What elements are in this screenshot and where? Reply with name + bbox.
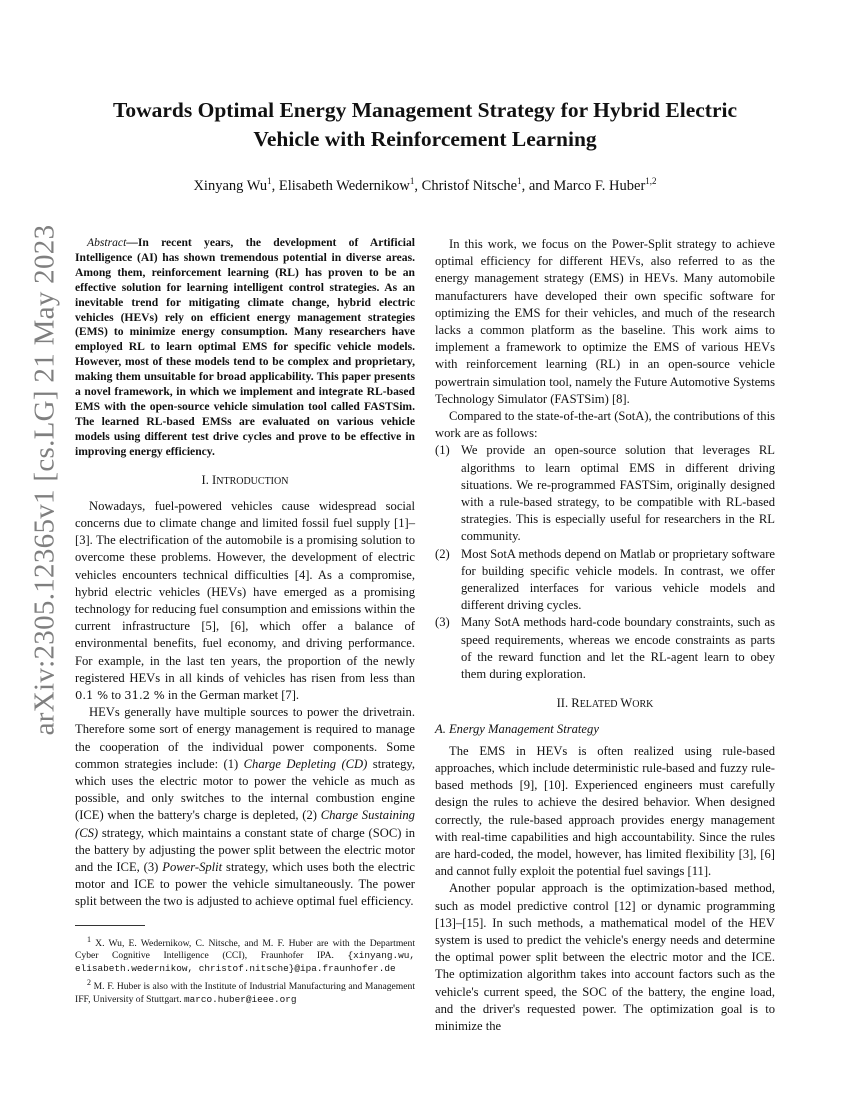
abstract-text: In recent years, the development of Artificial Intelligence (AI) has shown tremendous potential in diverse areas. Among them, reinforcement learning (RL) has proven to be an effective solution for learning intelligent control strategies. As an inevitable trend for mitigating climate change, hybrid electric vehicles (HEVs) rely on efficient energy management strategies (EMS) to minimize energy consumption. Many researchers have employed RL to learn optimal EMS for specific vehicle models. However, most of these models tend to be complex and proprietary, making them unsuitable for broad applicability. This paper presents a novel framework, in which we implement and integrate RL-based EMS with the open-source vehicle simulation tool called FASTSim. The learned RL-based EMSs are evaluated on various vehicle models using different test drive cycles and prove to be effective in improving energy efficiency. [75,236,415,458]
term-charge-sustaining: Charge Sustaining (CS) [75,808,415,840]
math-value: 31.2 % [124,688,165,703]
abstract-dash: — [126,236,138,249]
author-affiliation: 1 [409,176,415,186]
list-item-number: (3) [435,615,450,630]
body-paragraph: Compared to the state-of-the-art (SotA), the contributions of this work are as follows: [435,409,775,441]
abstract-label: Abstract [87,236,127,249]
footnote-2: $^2$ M. F. Huber is also with the Institute of Industrial Manufacturing and Management IFF, University of Stuttgart. marco.huber@ieee.org [75,978,415,1005]
list-item [435,546,775,615]
list-item-number: (2) [435,546,450,561]
email-address: {xinyang.wu, elisabeth.wedernikow, christof.nitsche}@ipa.fraunhofer.de [75,950,415,974]
body-paragraph: In this work, we focus on the Power-Split strategy to achieve optimal efficiency for different HEVs, also referred to as the energy management strategy (EMS) in HEVs. Many automobile manufacturers have developed their own specific software for optimizing the EMS for their vehicles, and much of the research lacks a common platform as the baseline. This work aims to implement a framework to optimize the EMS of various HEVs with reinforcement learning (RL) in an open-source vehicle powertrain simulation tool, namely the Future Automotive Systems Technology Simulator (FASTSim) [8]. [435,237,775,406]
author-list [80,176,770,195]
author-name: Elisabeth Wedernikow [278,177,410,194]
paper-title: Towards Optimal Energy Management Strategy for Hybrid Electric Vehicle with Reinforcement Learning [112,98,738,151]
author-name: Marco F. Huber [553,177,646,194]
section-heading-related-work: II. RELATED WORK [556,696,654,711]
list-item-text: Most SotA methods depend on Matlab or proprietary software for building specific vehicle models. In contrast, we offer generalized interfaces for various vehicle models and different driving cycles. [461,546,775,613]
author-affiliation: 1,2 [645,176,657,186]
author-separator: , and [521,177,554,194]
list-item-text: Many SotA methods hard-code boundary constraints, such as speed requirements, whereas we encode constraints as parts of the reward function and let the RL-agent learn to obey them during exploration. [461,615,775,682]
list-item [435,442,775,545]
intro-paragraph-2: HEVs generally have multiple sources to power the drivetrain. Therefore some sort of energy management is required to manage the cooperation of the individual power components. Some common strategies include: (1) Charge Depleting (CD) strategy, which uses the electric motor to power the vehicle as much as possible, and only switches to the internal combustion engine (ICE) when the battery's charge is depleted, (2) Charge Sustaining (CS) strategy, which maintains a constant state of charge (SOC) in the battery by adjusting the power split between the electric motor and the ICE, (3) Power-Split strategy, which uses both the electric motor and ICE to power the vehicle simultaneously. The power split between the two is adjusted to achieve optimal fuel efficiency. [75,705,415,909]
author-separator: , [414,177,422,194]
term-power-split: Power-Split [162,860,223,875]
author-separator: , [271,177,279,194]
author-name: Xinyang Wu [193,177,268,194]
footnotes [75,934,415,1006]
author-affiliation: 1 [267,176,272,186]
abstract [75,236,415,460]
contribution-list [435,442,775,683]
term-charge-depleting: Charge Depleting (CD) [243,756,368,771]
subsection-heading: A. Energy Management Strategy [435,722,599,737]
list-item-number: (1) [435,443,450,458]
author-name: Christof Nitsche [421,177,518,194]
email-address: marco.huber@ieee.org [184,993,297,1005]
body-paragraph: Another popular approach is the optimization-based method, such as model predictive control [12] or dynamic programming [13]–[15]. In such methods, a mathematical model of the HEV system is used to predict the vehicle's energy needs and determine the optimal power split between the electric motor and the ICE. The optimization algorithm takes into account factors such as the vehicle's current speed, the SOC of the battery, the engine load, and the driver's requested power. The optimization goal is to minimize the [435,881,775,1033]
right-column [435,236,775,1035]
footnote-1: $^1$ X. Wu, E. Wedernikow, C. Nitsche, and M. F. Huber are with the Department Cyber Cognitive Intelligence (CCI), Fraunhofer IPA. {xinyang.wu, elisabeth.wedernikow, christof.nitsche}@ipa.fraunhofer.de [75,934,415,974]
left-column [75,236,415,1008]
body-paragraph: The EMS in HEVs is often realized using rule-based approaches, which include deterministic rule-based and fuzzy rule-based methods [9], [10]. Experienced engineers must carefully design the rules to achieve the desired behavior. When designed correctly, the rule-based approach provides energy management with real-time capabilities and high accountability. Since the rules are hard-coded, the model, however, has limited flexibility [3], [6] and cannot fully exploit the potential fuel savings [11]. [435,743,775,879]
list-item-text: We provide an open-source solution that leverages RL algorithms to learn optimal EMS in different driving situations. We re-programmed FASTSim, originally designed with a rule-based strategy, to be compatible with RL-based strategies. This is especially useful for researchers in the RL community. [461,443,775,544]
list-item [435,614,775,683]
footnote-divider [75,925,145,926]
arxiv-identifier: arXiv:2305.12365v1 [cs.LG] 21 May 2023 [28,224,61,736]
math-value: 0.1 % [75,688,109,703]
section-heading-introduction: I. INTRODUCTION [201,472,289,487]
intro-paragraph-1: Nowadays, fuel-powered vehicles cause widespread social concerns due to climate change and limited fossil fuel supply [1]–[3]. The electrification of the automobile is a promising solution to overcome these problems. However, the development of electric vehicles encounters technical difficulties [4]. As a compromise, hybrid electric vehicles (HEVs) have emerged as a promising technology for reducing fuel consumption and emissions within the current infrastructure [5], [6], which offer a balance of environmental benefits, fuel economy, and driving performance. For example, in the last ten years, the proportion of the newly registered HEVs in all kinds of vehicles has risen from less than 0.1 % to 31.2 % in the German market [7]. [75,498,415,703]
author-affiliation: 1 [517,176,522,186]
